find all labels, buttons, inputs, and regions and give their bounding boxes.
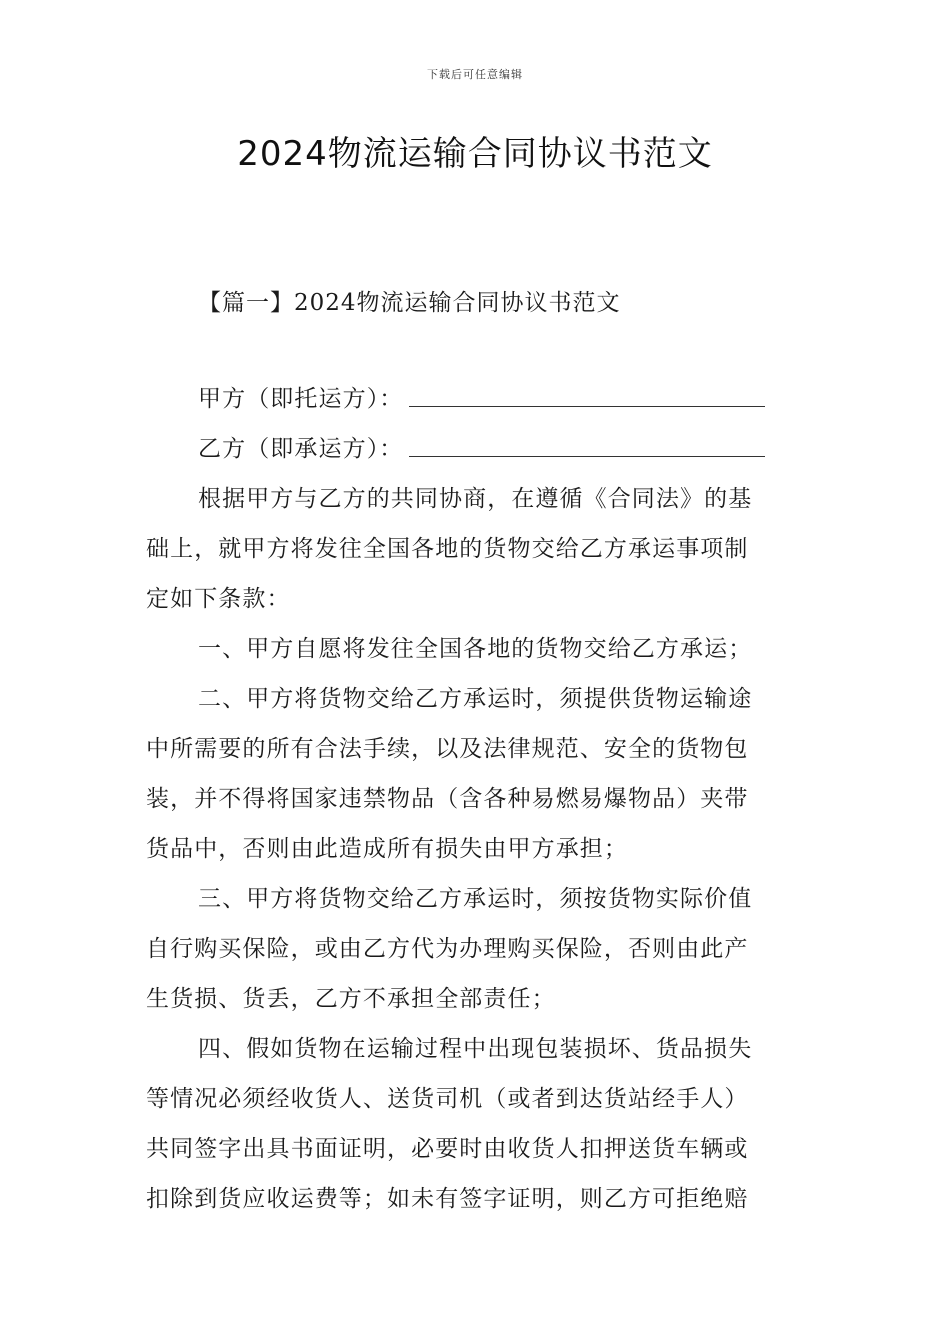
- party-b-label: 乙方（即承运方）：: [198, 436, 404, 462]
- body-text: [146, 474, 808, 1224]
- document-body: [146, 374, 808, 1224]
- party-a-blank-line: [409, 384, 765, 407]
- party-b-blank-line: [409, 434, 765, 457]
- body-line: 四、假如货物在运输过程中出现包装损坏、货品损失: [198, 1036, 753, 1062]
- header-note: 下载后可任意编辑: [427, 68, 523, 81]
- section-heading: 【篇一】2024物流运输合同协议书范文: [198, 290, 621, 316]
- body-line: 三、甲方将货物交给乙方承运时，须按货物实际价值: [198, 886, 753, 912]
- body-line: 础上，就甲方将发往全国各地的货物交给乙方承运事项制: [146, 536, 749, 562]
- party-b-row: [146, 424, 808, 474]
- party-a-row: [146, 374, 808, 424]
- body-line: 货品中，否则由此造成所有损失由甲方承担；: [146, 836, 628, 862]
- body-line: 自行购买保险，或由乙方代为办理购买保险，否则由此产: [146, 936, 749, 962]
- body-line: 生货损、货丢，乙方不承担全部责任；: [146, 986, 556, 1012]
- body-line: 等情况必须经收货人、送货司机（或者到达货站经手人）: [146, 1086, 749, 1112]
- body-line: 根据甲方与乙方的共同协商，在遵循《合同法》的基: [198, 486, 753, 512]
- body-line: 一、甲方自愿将发往全国各地的货物交给乙方承运；: [198, 636, 753, 662]
- body-line: 中所需要的所有合法手续，以及法律规范、安全的货物包: [146, 736, 749, 762]
- body-line: 共同签字出具书面证明，必要时由收货人扣押送货车辆或: [146, 1136, 749, 1162]
- body-line: 二、甲方将货物交给乙方承运时，须提供货物运输途: [198, 686, 753, 712]
- party-a-label: 甲方（即托运方）：: [198, 386, 404, 412]
- document-title: 2024物流运输合同协议书范文: [237, 134, 713, 174]
- body-line: 装，并不得将国家违禁物品（含各种易燃易爆物品）夹带: [146, 786, 749, 812]
- body-line: 定如下条款：: [146, 586, 291, 612]
- body-line: 扣除到货应收运费等；如未有签字证明，则乙方可拒绝赔: [146, 1186, 749, 1212]
